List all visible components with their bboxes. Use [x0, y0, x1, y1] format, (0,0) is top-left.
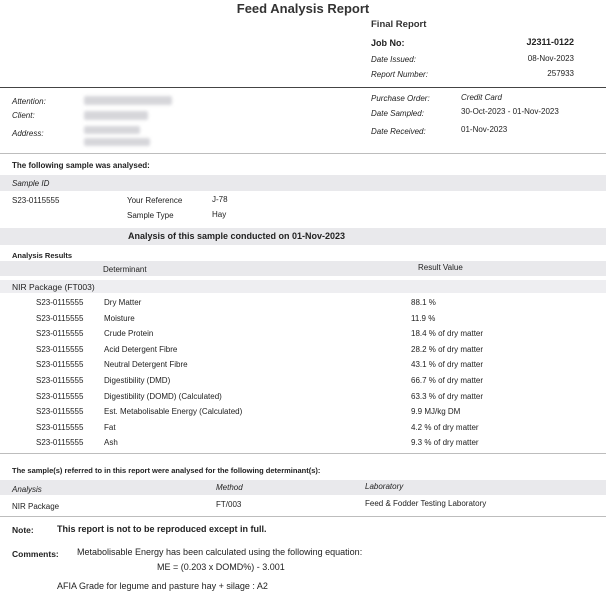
report-status: Final Report	[371, 19, 427, 30]
redacted-address-2	[84, 138, 150, 146]
row-sample-id: S23-0115555	[36, 345, 84, 354]
row-result-value: 18.4 % of dry matter	[411, 329, 484, 338]
sample-id: S23-0115555	[12, 196, 60, 205]
col-laboratory: Laboratory	[365, 482, 404, 491]
results-heading: Analysis Results	[12, 251, 73, 260]
col-analysis: Analysis	[12, 485, 42, 494]
comment-line-1: Metabolisable Energy has been calculated using the following equation:	[77, 547, 363, 557]
date-received-label: Date Received:	[371, 127, 426, 136]
conducted-note: Analysis of this sample conducted on 01-Nov-2023	[128, 231, 346, 241]
job-no-value: J2311-0122	[526, 37, 574, 47]
row-result-value: 63.3 % of dry matter	[411, 392, 484, 401]
purchase-order-label: Purchase Order:	[371, 94, 430, 103]
row-result-value: 9.3 % of dry matter	[411, 438, 479, 447]
row-sample-id: S23-0115555	[36, 438, 84, 447]
row-result-value: 43.1 % of dry matter	[411, 360, 484, 369]
row-determinant: Est. Metabolisable Energy (Calculated)	[104, 407, 243, 416]
sample-type-value: Hay	[212, 210, 227, 219]
method-laboratory: Feed & Fodder Testing Laboratory	[365, 499, 487, 508]
method-analysis: NIR Package	[12, 502, 60, 511]
row-sample-id: S23-0115555	[36, 423, 84, 432]
client-label: Client:	[12, 111, 35, 120]
row-result-value: 9.9 MJ/kg DM	[411, 407, 461, 416]
purchase-order-value: Credit Card	[461, 93, 502, 102]
row-sample-id: S23-0115555	[36, 314, 84, 323]
comment-line-2: ME = (0.203 x DOMD%) - 3.001	[157, 562, 285, 572]
date-sampled-value: 30-Oct-2023 - 01-Nov-2023	[461, 107, 559, 116]
methods-heading: The sample(s) referred to in this report were analysed for the following determinant(s):	[12, 466, 321, 475]
job-no-label: Job No:	[371, 38, 405, 48]
report-number-value: 257933	[547, 69, 574, 78]
row-determinant: Moisture	[104, 314, 135, 323]
row-sample-id: S23-0115555	[36, 329, 84, 338]
sample-type-label: Sample Type	[127, 211, 174, 220]
row-determinant: Crude Protein	[104, 329, 154, 338]
results-header-band	[0, 261, 606, 276]
row-sample-id: S23-0115555	[36, 298, 84, 307]
sample-heading: The following sample was analysed:	[12, 161, 150, 170]
date-sampled-label: Date Sampled:	[371, 109, 424, 118]
col-result-value: Result Value	[418, 263, 463, 272]
row-determinant: Dry Matter	[104, 298, 142, 307]
redacted-client	[84, 111, 148, 120]
row-result-value: 4.2 % of dry matter	[411, 423, 479, 432]
row-sample-id: S23-0115555	[36, 407, 84, 416]
comments-label: Comments:	[12, 549, 59, 559]
note-label: Note:	[12, 525, 34, 535]
redacted-attention	[84, 96, 172, 105]
report-title: Feed Analysis Report	[236, 1, 370, 16]
row-result-value: 28.2 % of dry matter	[411, 345, 484, 354]
row-determinant: Acid Detergent Fibre	[104, 345, 178, 354]
col-method: Method	[216, 483, 243, 492]
row-sample-id: S23-0115555	[36, 376, 84, 385]
row-determinant: Ash	[104, 438, 118, 447]
attention-label: Attention:	[12, 97, 46, 106]
col-determinant: Determinant	[103, 265, 147, 274]
row-result-value: 88.1 %	[411, 298, 436, 307]
your-reference-value: J-78	[212, 195, 228, 204]
date-received-value: 01-Nov-2023	[461, 125, 508, 134]
date-issued-value: 08-Nov-2023	[527, 54, 574, 63]
comment-line-3: AFIA Grade for legume and pasture hay + silage : A2	[57, 581, 268, 591]
method-code: FT/003	[216, 500, 242, 509]
methods-header-band	[0, 480, 606, 495]
report-number-label: Report Number:	[371, 70, 428, 79]
date-issued-label: Date Issued:	[371, 55, 416, 64]
row-determinant: Digestibility (DMD)	[104, 376, 171, 385]
row-result-value: 66.7 % of dry matter	[411, 376, 484, 385]
row-determinant: Neutral Detergent Fibre	[104, 360, 188, 369]
row-result-value: 11.9 %	[411, 314, 436, 323]
row-determinant: Digestibility (DOMD) (Calculated)	[104, 392, 222, 401]
row-sample-id: S23-0115555	[36, 392, 84, 401]
your-reference-label: Your Reference	[127, 196, 183, 205]
note-text: This report is not to be reproduced except in full.	[57, 524, 267, 534]
package-label: NIR Package (FT003)	[12, 282, 95, 292]
row-determinant: Fat	[104, 423, 116, 432]
row-sample-id: S23-0115555	[36, 360, 84, 369]
address-label: Address:	[12, 129, 44, 138]
redacted-address-1	[84, 126, 140, 134]
sample-id-band	[0, 175, 606, 191]
sample-id-label: Sample ID	[12, 179, 50, 188]
